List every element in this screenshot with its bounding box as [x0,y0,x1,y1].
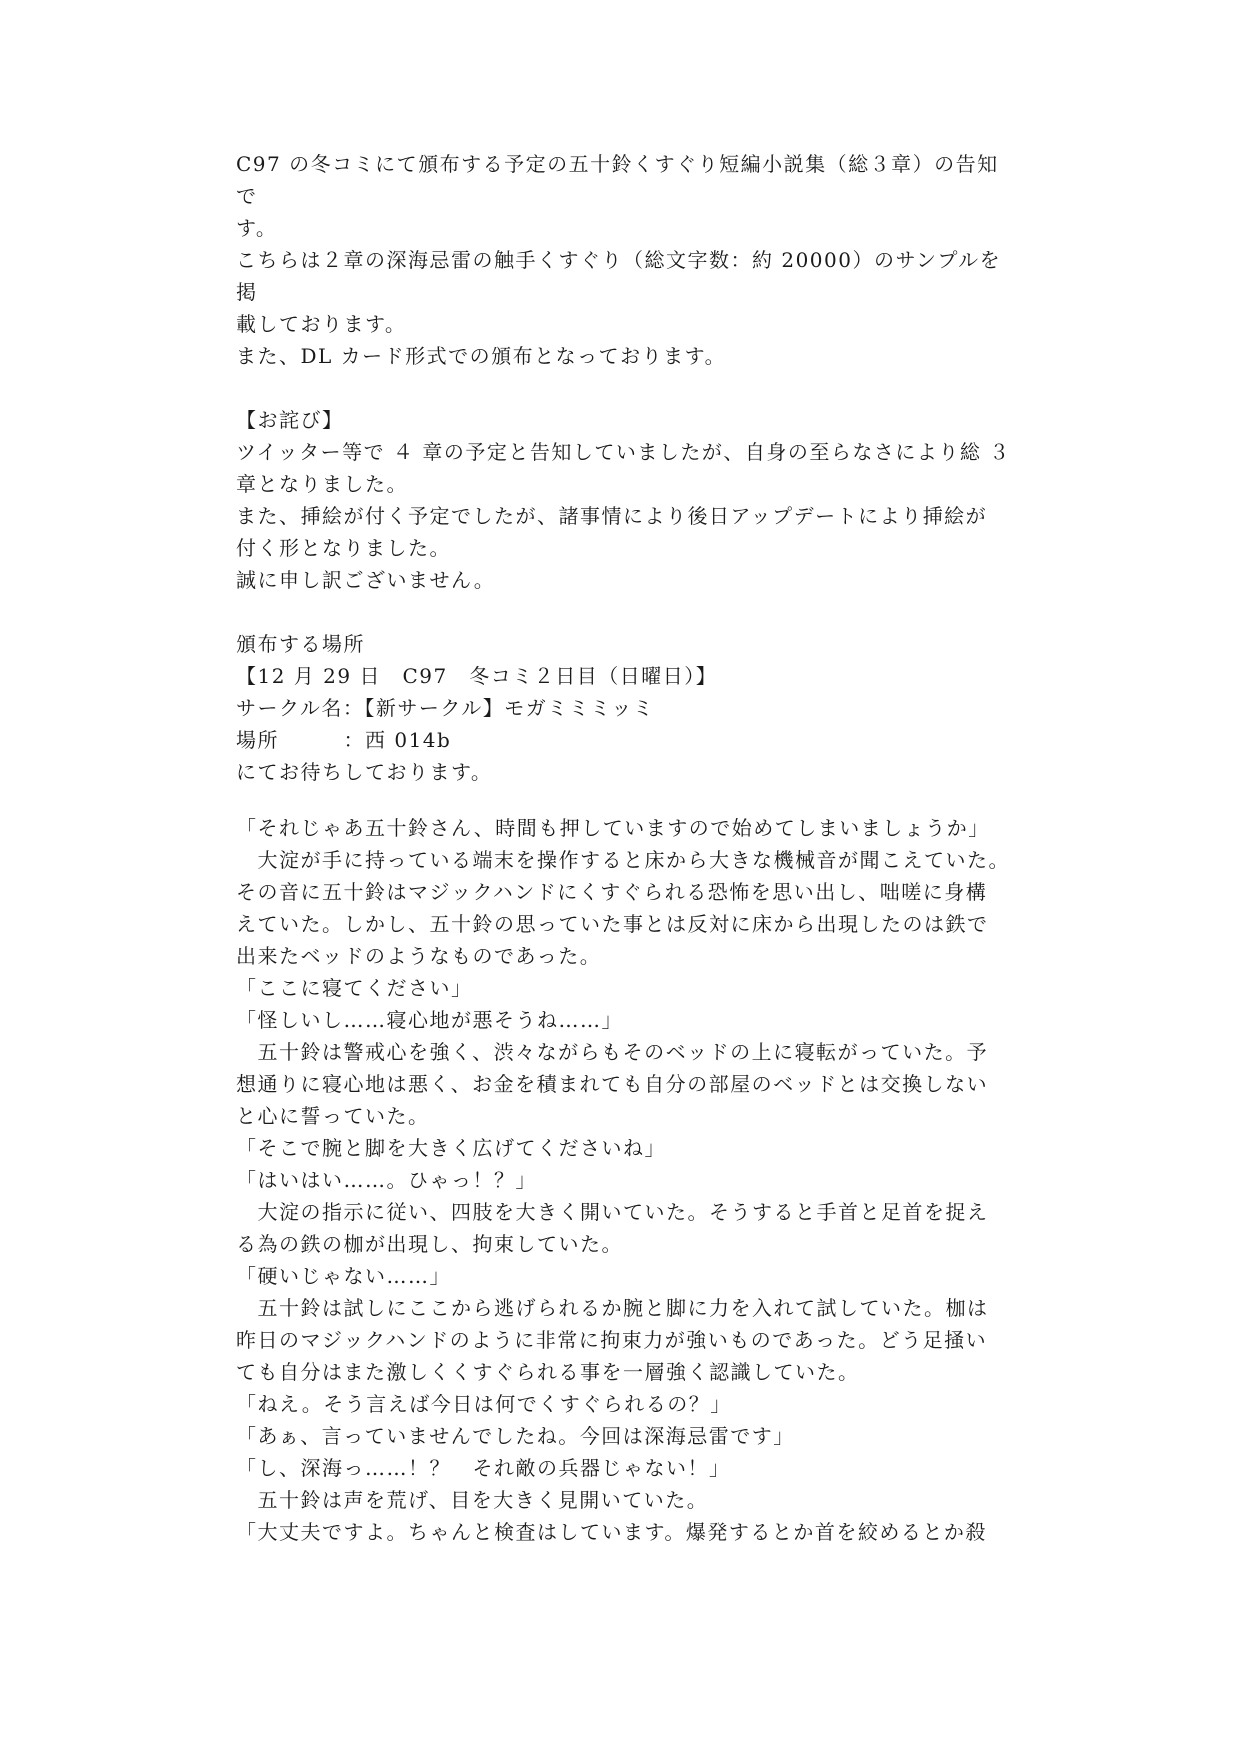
sample-line: 五十鈴は試しにここから逃げられるか腕と脚に力を入れて試していた。枷は [236,1296,989,1320]
intro-line: す。 [236,216,278,240]
sample-line: 「ここに寝てください」 [236,976,473,1000]
sample-line: 五十鈴は声を荒げ、目を大きく見開いていた。 [236,1488,709,1512]
sample-line: えていた。しかし、五十鈴の思っていた事とは反対に床から出現したのは鉄で [236,912,989,936]
sample-text-section [236,812,1016,1548]
paragraph-gap [236,372,1016,404]
intro-line: 載しております。 [236,312,407,336]
intro-line: C97 の冬コミにて頒布する予定の五十鈴くすぐり短編小説集（総３章）の告知で [236,152,999,208]
paragraph-gap [236,596,1016,628]
apology-line: ツイッター等で ４ 章の予定と告知していましたが、自身の至らなさにより総 ３ [236,440,1011,464]
sample-line: る為の鉄の枷が出現し、拘束していた。 [236,1232,623,1256]
sample-line: 「ねえ。そう言えば今日は何でくすぐられるの？」 [236,1392,732,1416]
sample-line: その音に五十鈴はマジックハンドにくすぐられる恐怖を思い出し、咄嗟に身構 [236,880,988,904]
sample-line: 「はいはい……。ひゃっ！？」 [236,1168,537,1192]
sample-line: 大淀が手に持っている端末を操作すると床から大きな機械音が聞こえていた。 [236,848,1010,872]
venue-line: 場所 ：西 014b [236,728,452,752]
sample-line: 出来たベッドのようなものであった。 [236,944,602,968]
sample-line: 「硬いじゃない……」 [236,1264,451,1288]
apology-line: 章となりました。 [236,472,408,496]
sample-line: 「大丈夫ですよ。ちゃんと検査はしています。爆発するとか首を絞めるとか殺 [236,1520,987,1544]
apology-line: 付く形となりました。 [236,536,451,560]
sample-line: 「し、深海っ……！？ それ敵の兵器じゃない！」 [236,1456,731,1480]
sample-line: ても自分はまた激しくくすぐられる事を一層強く認識していた。 [236,1360,860,1384]
sample-line: 五十鈴は警戒心を強く、渋々ながらもそのベッドの上に寝転がっていた。予 [236,1040,989,1064]
venue-line: 【12 月 29 日 C97 冬コミ２日目（日曜日）】 [236,664,718,688]
apology-heading: 【お詫び】 [236,408,344,432]
announcement-section [236,148,1016,788]
apology-line: 誠に申し訳ございません。 [236,568,496,592]
sample-line: 想通りに寝心地は悪く、お金を積まれても自分の部屋のベッドとは交換しない [236,1072,989,1096]
sample-line: 昨日のマジックハンドのように非常に拘束力が強いものであった。どう足掻い [236,1328,988,1352]
sample-line: 「あぁ、言っていませんでしたね。今回は深海忌雷です」 [236,1424,795,1448]
venue-line: にてお待ちしております。 [236,760,493,784]
sample-line: と心に誓っていた。 [236,1104,430,1128]
sample-line: 大淀の指示に従い、四肢を大きく開いていた。そうすると手首と足首を捉え [236,1200,989,1224]
venue-line: サークル名：【新サークル】モガミミミッミ [236,696,655,720]
intro-line: こちらは２章の深海忌雷の触手くすぐり（総文字数：約 20000）のサンプルを掲 [236,248,1002,304]
apology-line: また、挿絵が付く予定でしたが、諸事情により後日アップデートにより挿絵が [236,504,988,528]
venue-heading: 頒布する場所 [236,632,365,656]
sample-line: 「それじゃあ五十鈴さん、時間も押していますので始めてしまいましょうか」 [236,816,990,840]
intro-line: また、DL カード形式での頒布となっております。 [236,344,727,368]
sample-line: 「怪しいし……寝心地が悪そうね……」 [236,1008,623,1032]
sample-line: 「そこで腕と脚を大きく広げてくださいね」 [236,1136,666,1160]
